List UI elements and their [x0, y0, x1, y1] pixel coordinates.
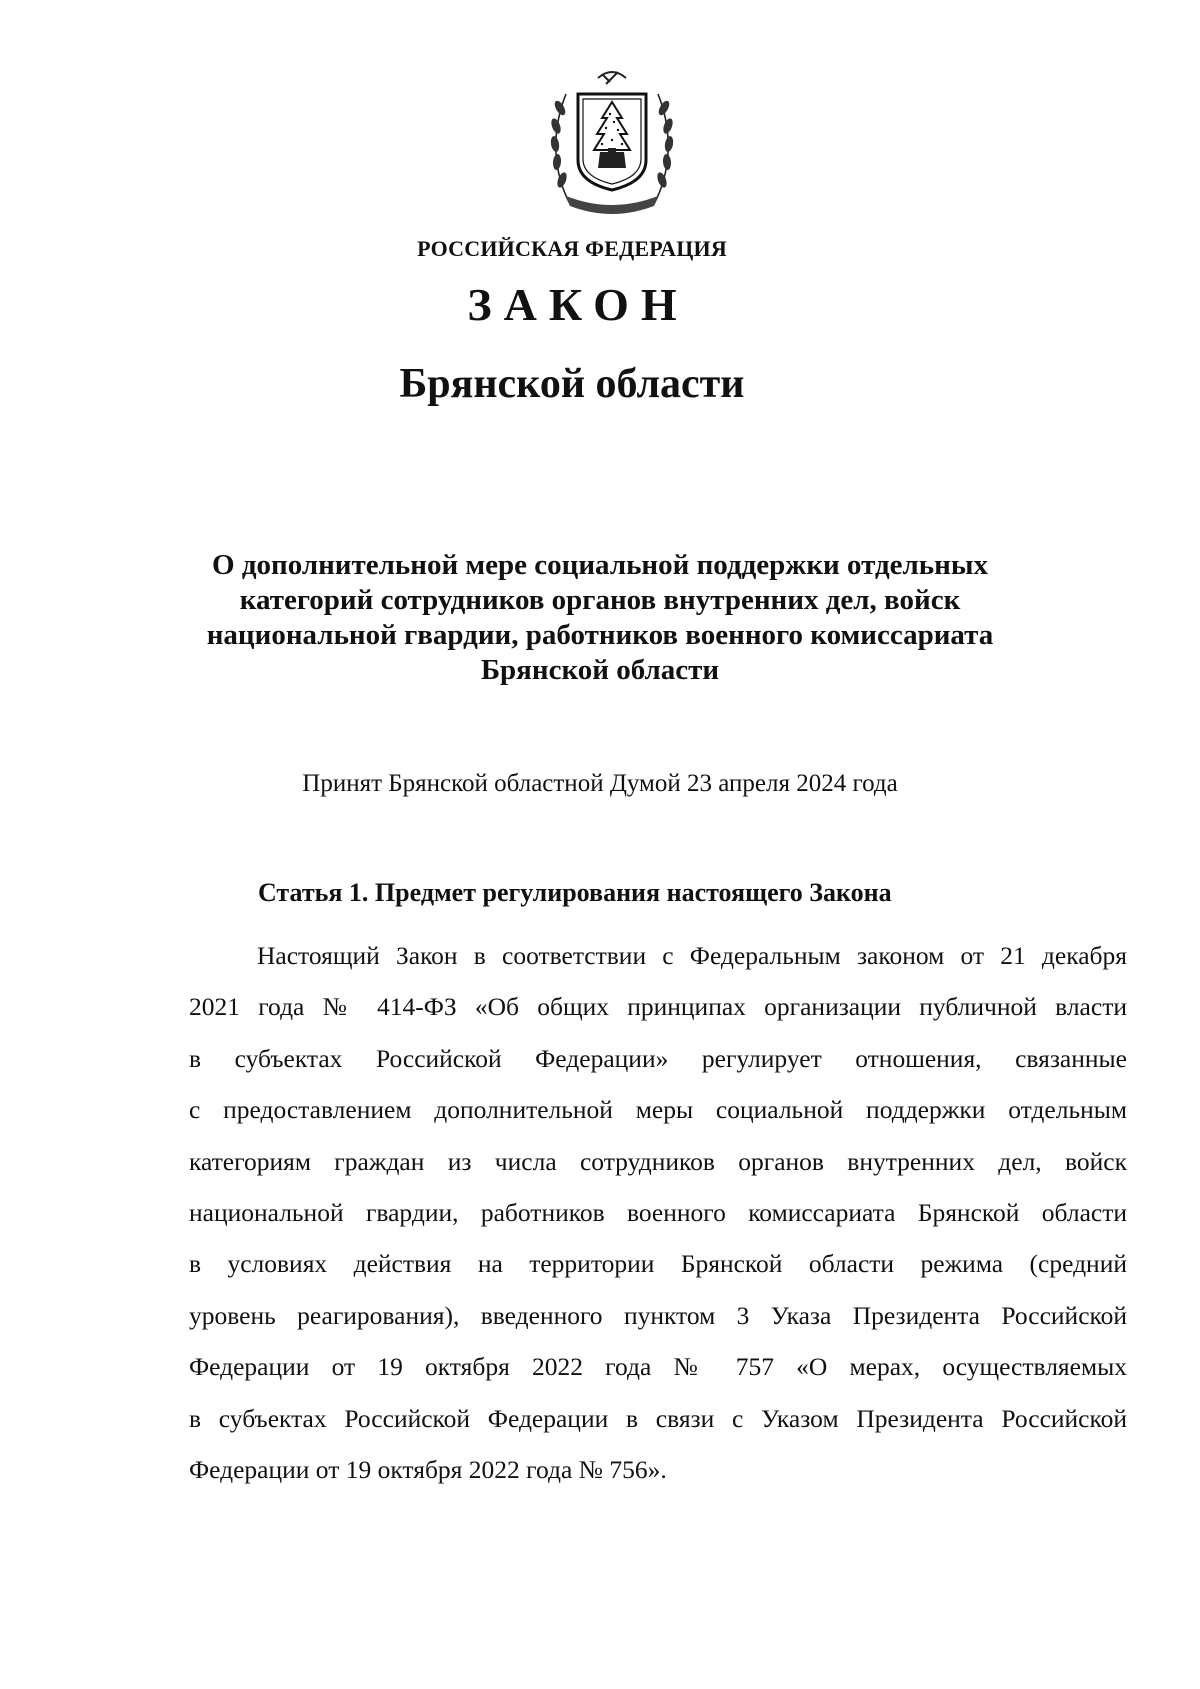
article-line: национальной гвардии, работников военного комиссариата Брянской области: [189, 1197, 1127, 1227]
law-title-line: национальной гвардии, работников военного комиссариата: [206, 619, 994, 651]
region-heading: Брянской области: [399, 361, 745, 407]
article-body: [189, 930, 1127, 1495]
article-line: в субъектах Российской Федерации в связи с Указом Президента Российской: [189, 1403, 1127, 1433]
article-line: Федерации от 19 октября 2022 года № 757 «О мерах, осуществляемых: [189, 1352, 1127, 1382]
document-type-heading: ЗАКОН: [467, 279, 689, 330]
article-line: категориям граждан из числа сотрудников органов внутренних дел, войск: [189, 1146, 1127, 1176]
article-line: Федерации от 19 октября 2022 года № 756».: [189, 1454, 667, 1484]
coat-of-arms-icon: [540, 64, 684, 214]
article-line: 2021 года № 414-ФЗ «Об общих принципах организации публичной власти: [189, 992, 1127, 1022]
article-line: уровень реагирования), введенного пунктом 3 Указа Президента Российской: [189, 1300, 1127, 1330]
article-line: в условиях действия на территории Брянской области режима (средний: [189, 1249, 1127, 1279]
law-title-line: О дополнительной мере социальной поддержки отдельных: [212, 549, 988, 581]
law-title-line: категорий сотрудников органов внутренних дел, войск: [239, 584, 961, 616]
country-heading: РОССИЙСКАЯ ФЕДЕРАЦИЯ: [417, 236, 727, 261]
law-title-line: Брянской области: [480, 654, 720, 686]
article-line: с предоставлением дополнительной меры социальной поддержки отдельным: [189, 1095, 1127, 1125]
adoption-line: Принят Брянской областной Думой 23 апреля 2024 года: [302, 770, 898, 797]
article-line: Настоящий Закон в соответствии с Федеральным законом от 21 декабря: [257, 941, 1127, 970]
article-line: в субъектах Российской Федерации» регулирует отношения, связанные: [189, 1043, 1127, 1073]
article-heading: Статья 1. Предмет регулирования настоящего Закона: [258, 878, 892, 907]
law-title: [160, 548, 1040, 688]
